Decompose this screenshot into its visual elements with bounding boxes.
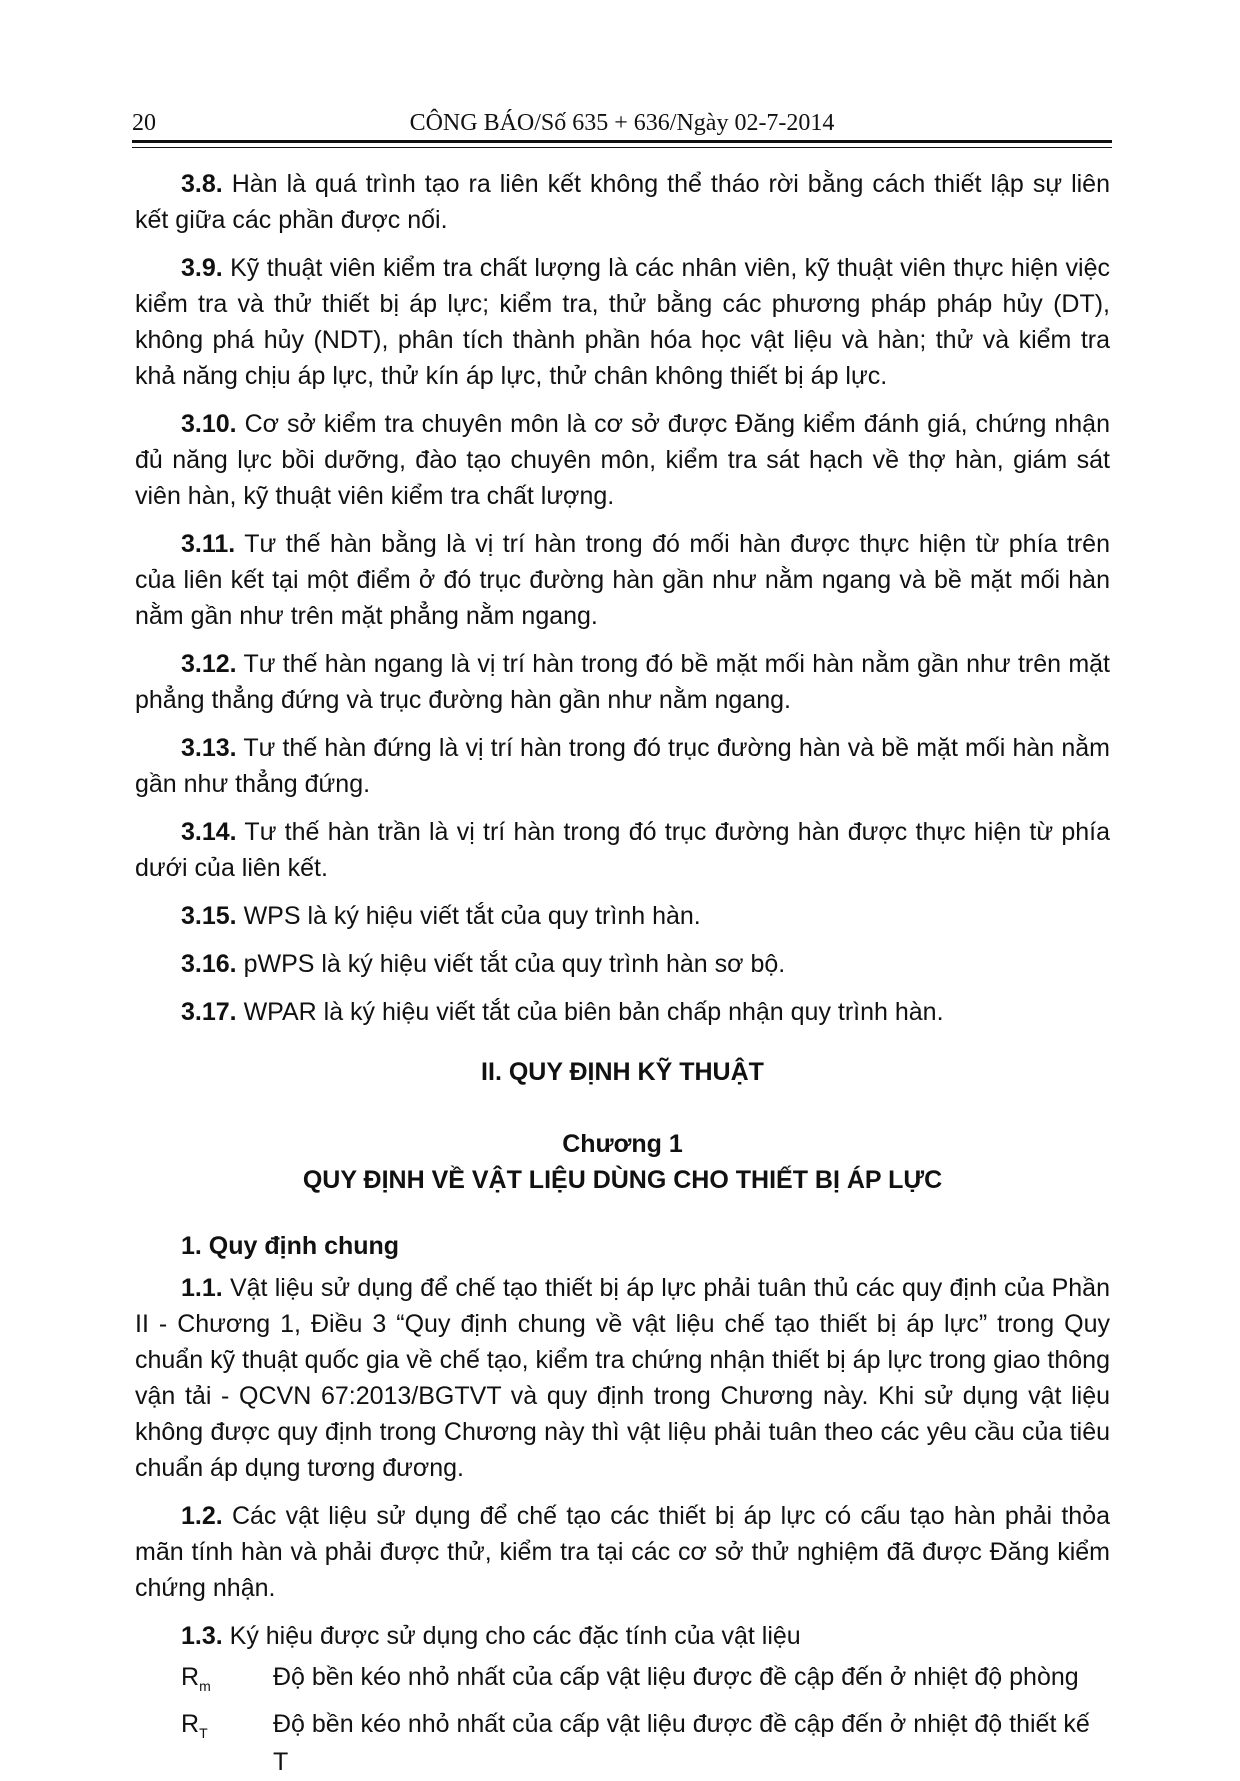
symbol-row-rm xyxy=(135,1658,1110,1705)
symbol-rt: $R_T$ xyxy=(181,1710,208,1741)
definition-3-8: 3.8. Hàn là quá trình tạo ra liên kết không thể tháo rời bằng cách thiết lập sự liên kết giữa các phần được nối. xyxy=(135,170,1110,234)
document-body xyxy=(135,166,1110,1781)
section-title: II. QUY ĐỊNH KỸ THUẬT xyxy=(481,1058,764,1086)
definition-3-10: 3.10. Cơ sở kiểm tra chuyên môn là cơ sở được Đăng kiểm đánh giá, chứng nhận đủ năng lực bồi dưỡng, đào tạo chuyên môn, kiểm tra sát hạch về thợ hàn, giám sát viên hàn, kỹ thuật viên kiểm tra chất lượng. xyxy=(135,410,1110,510)
page-number: 20 xyxy=(132,110,156,136)
gazette-header xyxy=(132,104,1112,144)
definition-3-9: 3.9. Kỹ thuật viên kiểm tra chất lượng là các nhân viên, kỹ thuật viên thực hiện việc kiểm tra và thử thiết bị áp lực; kiểm tra, thử bằng các phương pháp pháp hủy (DT), không phá hủy (NDT), phân tích thành phần hóa học vật liệu và hàn; thử và kiểm tra khả năng chịu áp lực, thử kín áp lực, thử chân không thiết bị áp lực. xyxy=(135,254,1110,390)
gazette-title: CÔNG BÁO/Số 635 + 636/Ngày 02-7-2014 xyxy=(409,110,835,136)
symbol-rt-description: Độ bền kéo nhỏ nhất của cấp vật liệu được đề cập đến ở nhiệt độ thiết kế T xyxy=(273,1710,1090,1776)
subheading-general: 1. Quy định chung xyxy=(181,1232,400,1260)
definition-3-12: 3.12. Tư thế hàn ngang là vị trí hàn trong đó bề mặt mối hàn nằm gần như trên mặt phẳng thẳng đứng và trục đường hàn gần như nằm ngang. xyxy=(135,650,1110,714)
chapter-label: Chương 1 xyxy=(562,1130,683,1158)
definition-3-11: 3.11. Tư thế hàn bằng là vị trí hàn trong đó mối hàn được thực hiện từ phía trên của liên kết tại một điểm ở đó trục đường hàn gần như nằm ngang và bề mặt mối hàn nằm gần như trên mặt phẳng nằm ngang. xyxy=(135,530,1110,630)
rule-1-1: 1.1. Vật liệu sử dụng để chế tạo thiết bị áp lực phải tuân thủ các quy định của Phần II - Chương 1, Điều 3 “Quy định chung về vật liệu chế tạo thiết bị áp lực” trong Quy chuẩn kỹ thuật quốc gia về chế tạo, kiểm tra chứng nhận thiết bị áp lực trong giao thông vận tải - QCVN 67:2013/BGTVT và quy định trong Chương này. Khi sử dụng vật liệu không được quy định trong Chương này thì vật liệu phải tuân theo các yêu cầu của tiêu chuẩn áp dụng tương đương. xyxy=(135,1274,1110,1482)
definition-3-17: 3.17. WPAR là ký hiệu viết tắt của biên bản chấp nhận quy trình hàn. xyxy=(181,998,944,1026)
rule-1-2: 1.2. Các vật liệu sử dụng để chế tạo các thiết bị áp lực có cấu tạo hàn phải thỏa mãn tính hàn và phải được thử, kiểm tra tại các cơ sở thử nghiệm đã được Đăng kiểm chứng nhận. xyxy=(135,1502,1111,1602)
definition-3-14: 3.14. Tư thế hàn trần là vị trí hàn trong đó trục đường hàn được thực hiện từ phía dưới của liên kết. xyxy=(135,818,1111,882)
definition-3-15: 3.15. WPS là ký hiệu viết tắt của quy trình hàn. xyxy=(181,902,701,930)
symbol-row-rt xyxy=(135,1705,1110,1781)
rule-1-3: 1.3. Ký hiệu được sử dụng cho các đặc tính của vật liệu xyxy=(181,1622,801,1650)
definition-3-13: 3.13. Tư thế hàn đứng là vị trí hàn trong đó trục đường hàn và bề mặt mối hàn nằm gần như thẳng đứng. xyxy=(135,734,1110,798)
symbol-rm-description: Độ bền kéo nhỏ nhất của cấp vật liệu được đề cập đến ở nhiệt độ phòng xyxy=(273,1663,1079,1691)
header-rule-thick xyxy=(132,140,1112,143)
symbol-rm: $R_m$ xyxy=(181,1663,211,1694)
definition-3-16: 3.16. pWPS là ký hiệu viết tắt của quy trình hàn sơ bộ. xyxy=(181,950,786,978)
header-rule-thin xyxy=(132,147,1112,148)
chapter-title: QUY ĐỊNH VỀ VẬT LIỆU DÙNG CHO THIẾT BỊ ÁP LỰC xyxy=(302,1166,943,1194)
